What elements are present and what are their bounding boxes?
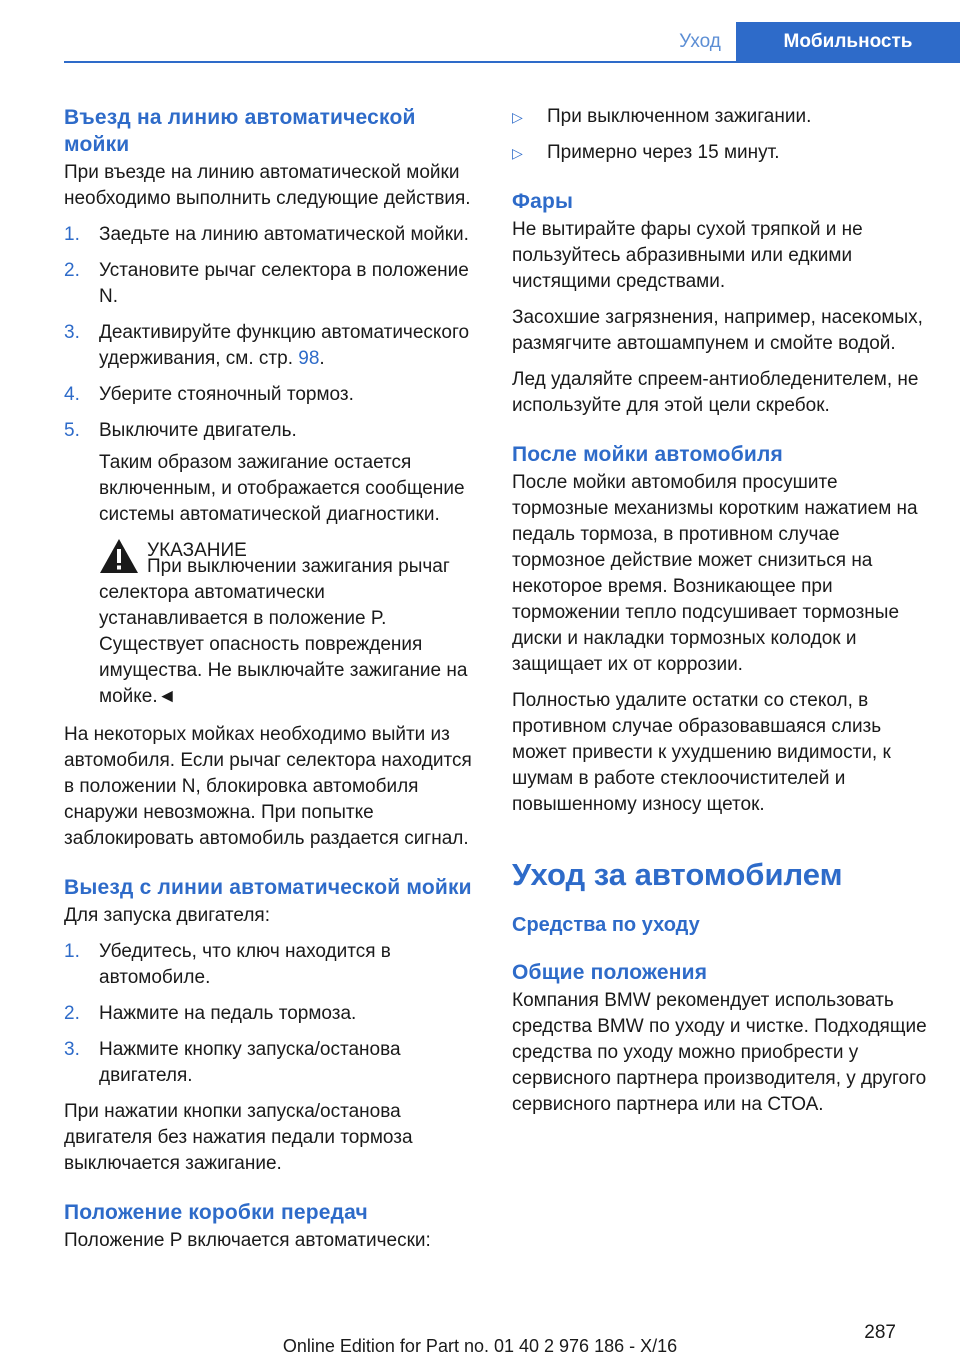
step-note: Таким образом зажигание остается включенным, и отображается сообщение системы автоматической диагностики. bbox=[99, 452, 465, 525]
steps-list bbox=[64, 222, 478, 444]
step-number: 1. bbox=[64, 224, 80, 245]
section-title-after-wash: После мойки автомобиля bbox=[512, 443, 783, 466]
chapter-title-vehicle-care: Уход за автомобилем bbox=[512, 857, 843, 892]
list-item bbox=[64, 418, 478, 444]
step-text: Заедьте на линию автоматической мойки. bbox=[99, 224, 469, 245]
list-item bbox=[512, 104, 932, 130]
step-text: Нажмите на педаль тормоза. bbox=[99, 1003, 357, 1024]
paragraph: На некоторых мойках необходимо выйти из автомобиля. Если рычаг селектора находится в положении N, блокировка автомобиля снаружи невозможна. При попытке заблокировать автомобиль раздается сигнал. bbox=[64, 724, 472, 849]
list-item bbox=[64, 222, 478, 248]
tab-mobility[interactable]: Мобильность bbox=[736, 22, 960, 62]
step-text: Выключите двигатель. bbox=[99, 420, 297, 441]
paragraph: Для запуска двигателя: bbox=[64, 905, 270, 926]
bullet-list bbox=[512, 104, 932, 166]
paragraph: Засохшие загрязнения, например, насекомых, размягчите автошампунем и смойте водой. bbox=[512, 307, 923, 354]
page-number: 287 bbox=[864, 1322, 896, 1343]
list-item bbox=[64, 382, 478, 408]
paragraph: Компания BMW рекомендует использовать средства BMW по уходу и чистке. Подходящие средства по уходу можно приобрести у сервисного партнера производителя, у другого сервисного партнера или на СТОА. bbox=[512, 990, 927, 1115]
warning-box bbox=[99, 538, 478, 710]
paragraph: После мойки автомобиля просушите тормозные механизмы коротким нажатием на педаль тормоза, в противном случае тормозное действие может снизиться на некоторое время. Возникающее при торможении тепло подсушивает тормозные диски и накладки тормозных колодок и защищает их от коррозии. bbox=[512, 472, 918, 675]
paragraph: Положение P включается автоматически: bbox=[64, 1230, 431, 1251]
section-title-care-products: Средства по уходу bbox=[512, 914, 700, 936]
step-number: 4. bbox=[64, 384, 80, 405]
left-column bbox=[64, 104, 478, 1254]
paragraph: Не вытирайте фары сухой тряпкой и не пользуйтесь абразивными или едкими чистящими средствами. bbox=[512, 219, 863, 292]
right-column bbox=[512, 104, 932, 1118]
list-item bbox=[64, 258, 478, 310]
header-tabs bbox=[664, 22, 960, 62]
step-number: 5. bbox=[64, 420, 80, 441]
step-text bbox=[99, 320, 478, 372]
step-text: Убедитесь, что ключ находится в автомобиле. bbox=[99, 941, 391, 988]
step-text: Установите рычаг селектора в положение N. bbox=[99, 260, 469, 307]
header-rule bbox=[64, 61, 960, 63]
section-title-car-wash-entry: Въезд на линию автоматической мойки bbox=[64, 106, 416, 156]
paragraph: Лед удаляйте спреем-антиобледенителем, не используйте для этой цели скребок. bbox=[512, 369, 919, 416]
step-number: 3. bbox=[64, 1039, 80, 1060]
list-item bbox=[64, 1037, 478, 1089]
step-text: Нажмите кнопку запуска/останова двигателя. bbox=[99, 1039, 401, 1086]
page-link[interactable]: 98 bbox=[298, 348, 320, 369]
step-number: 2. bbox=[64, 260, 80, 281]
bullet-text: При выключенном зажигании. bbox=[547, 106, 812, 127]
triangle-bullet-icon: ▷ bbox=[512, 145, 523, 161]
tab-care[interactable]: Уход bbox=[664, 22, 736, 62]
list-item bbox=[512, 140, 932, 166]
section-title-general: Общие положения bbox=[512, 961, 708, 984]
paragraph: Полностью удалите остатки со стекол, в противном случае образовавшаяся слизь может привести к ухудшению видимости, к шумам в работе стеклоочистителей и повышенному износу щеток. bbox=[512, 690, 891, 815]
step-text-part: Деактивируйте функцию автоматического удерживания, см. стр. bbox=[99, 322, 470, 369]
section-title-headlights: Фары bbox=[512, 190, 574, 213]
paragraph: При въезде на линию автоматической мойки необходимо выполнить следующие действия. bbox=[64, 162, 471, 209]
edition-footer: Online Edition for Part no. 01 40 2 976 186 - X/16 bbox=[282, 1336, 678, 1356]
section-title-car-wash-exit: Выезд с линии автоматической мойки bbox=[64, 876, 472, 899]
steps-list-2 bbox=[64, 939, 478, 1089]
step-text-tail: . bbox=[319, 348, 325, 369]
paragraph: При нажатии кнопки запуска/останова двигателя без нажатия педали тормоза выключается зажигание. bbox=[64, 1101, 413, 1174]
step-number: 1. bbox=[64, 941, 80, 962]
triangle-bullet-icon: ▷ bbox=[512, 109, 523, 125]
step-number: 2. bbox=[64, 1003, 80, 1024]
step-number: 3. bbox=[64, 322, 80, 343]
list-item bbox=[64, 1001, 478, 1027]
section-title-gear-position: Положение коробки передач bbox=[64, 1201, 368, 1224]
warning-title: УКАЗАНИЕ bbox=[147, 540, 247, 561]
list-item bbox=[64, 320, 478, 372]
step-text: Уберите стояночный тормоз. bbox=[99, 384, 354, 405]
warning-text: При выключении зажигания рычаг селектора автоматически устанавливается в положение P. Существует опасность повреждения имущества. Не выключайте зажигание на мойке.◄ bbox=[99, 556, 468, 707]
bullet-text: Примерно через 15 минут. bbox=[547, 142, 780, 163]
warning-icon bbox=[99, 538, 147, 582]
list-item bbox=[64, 939, 478, 991]
